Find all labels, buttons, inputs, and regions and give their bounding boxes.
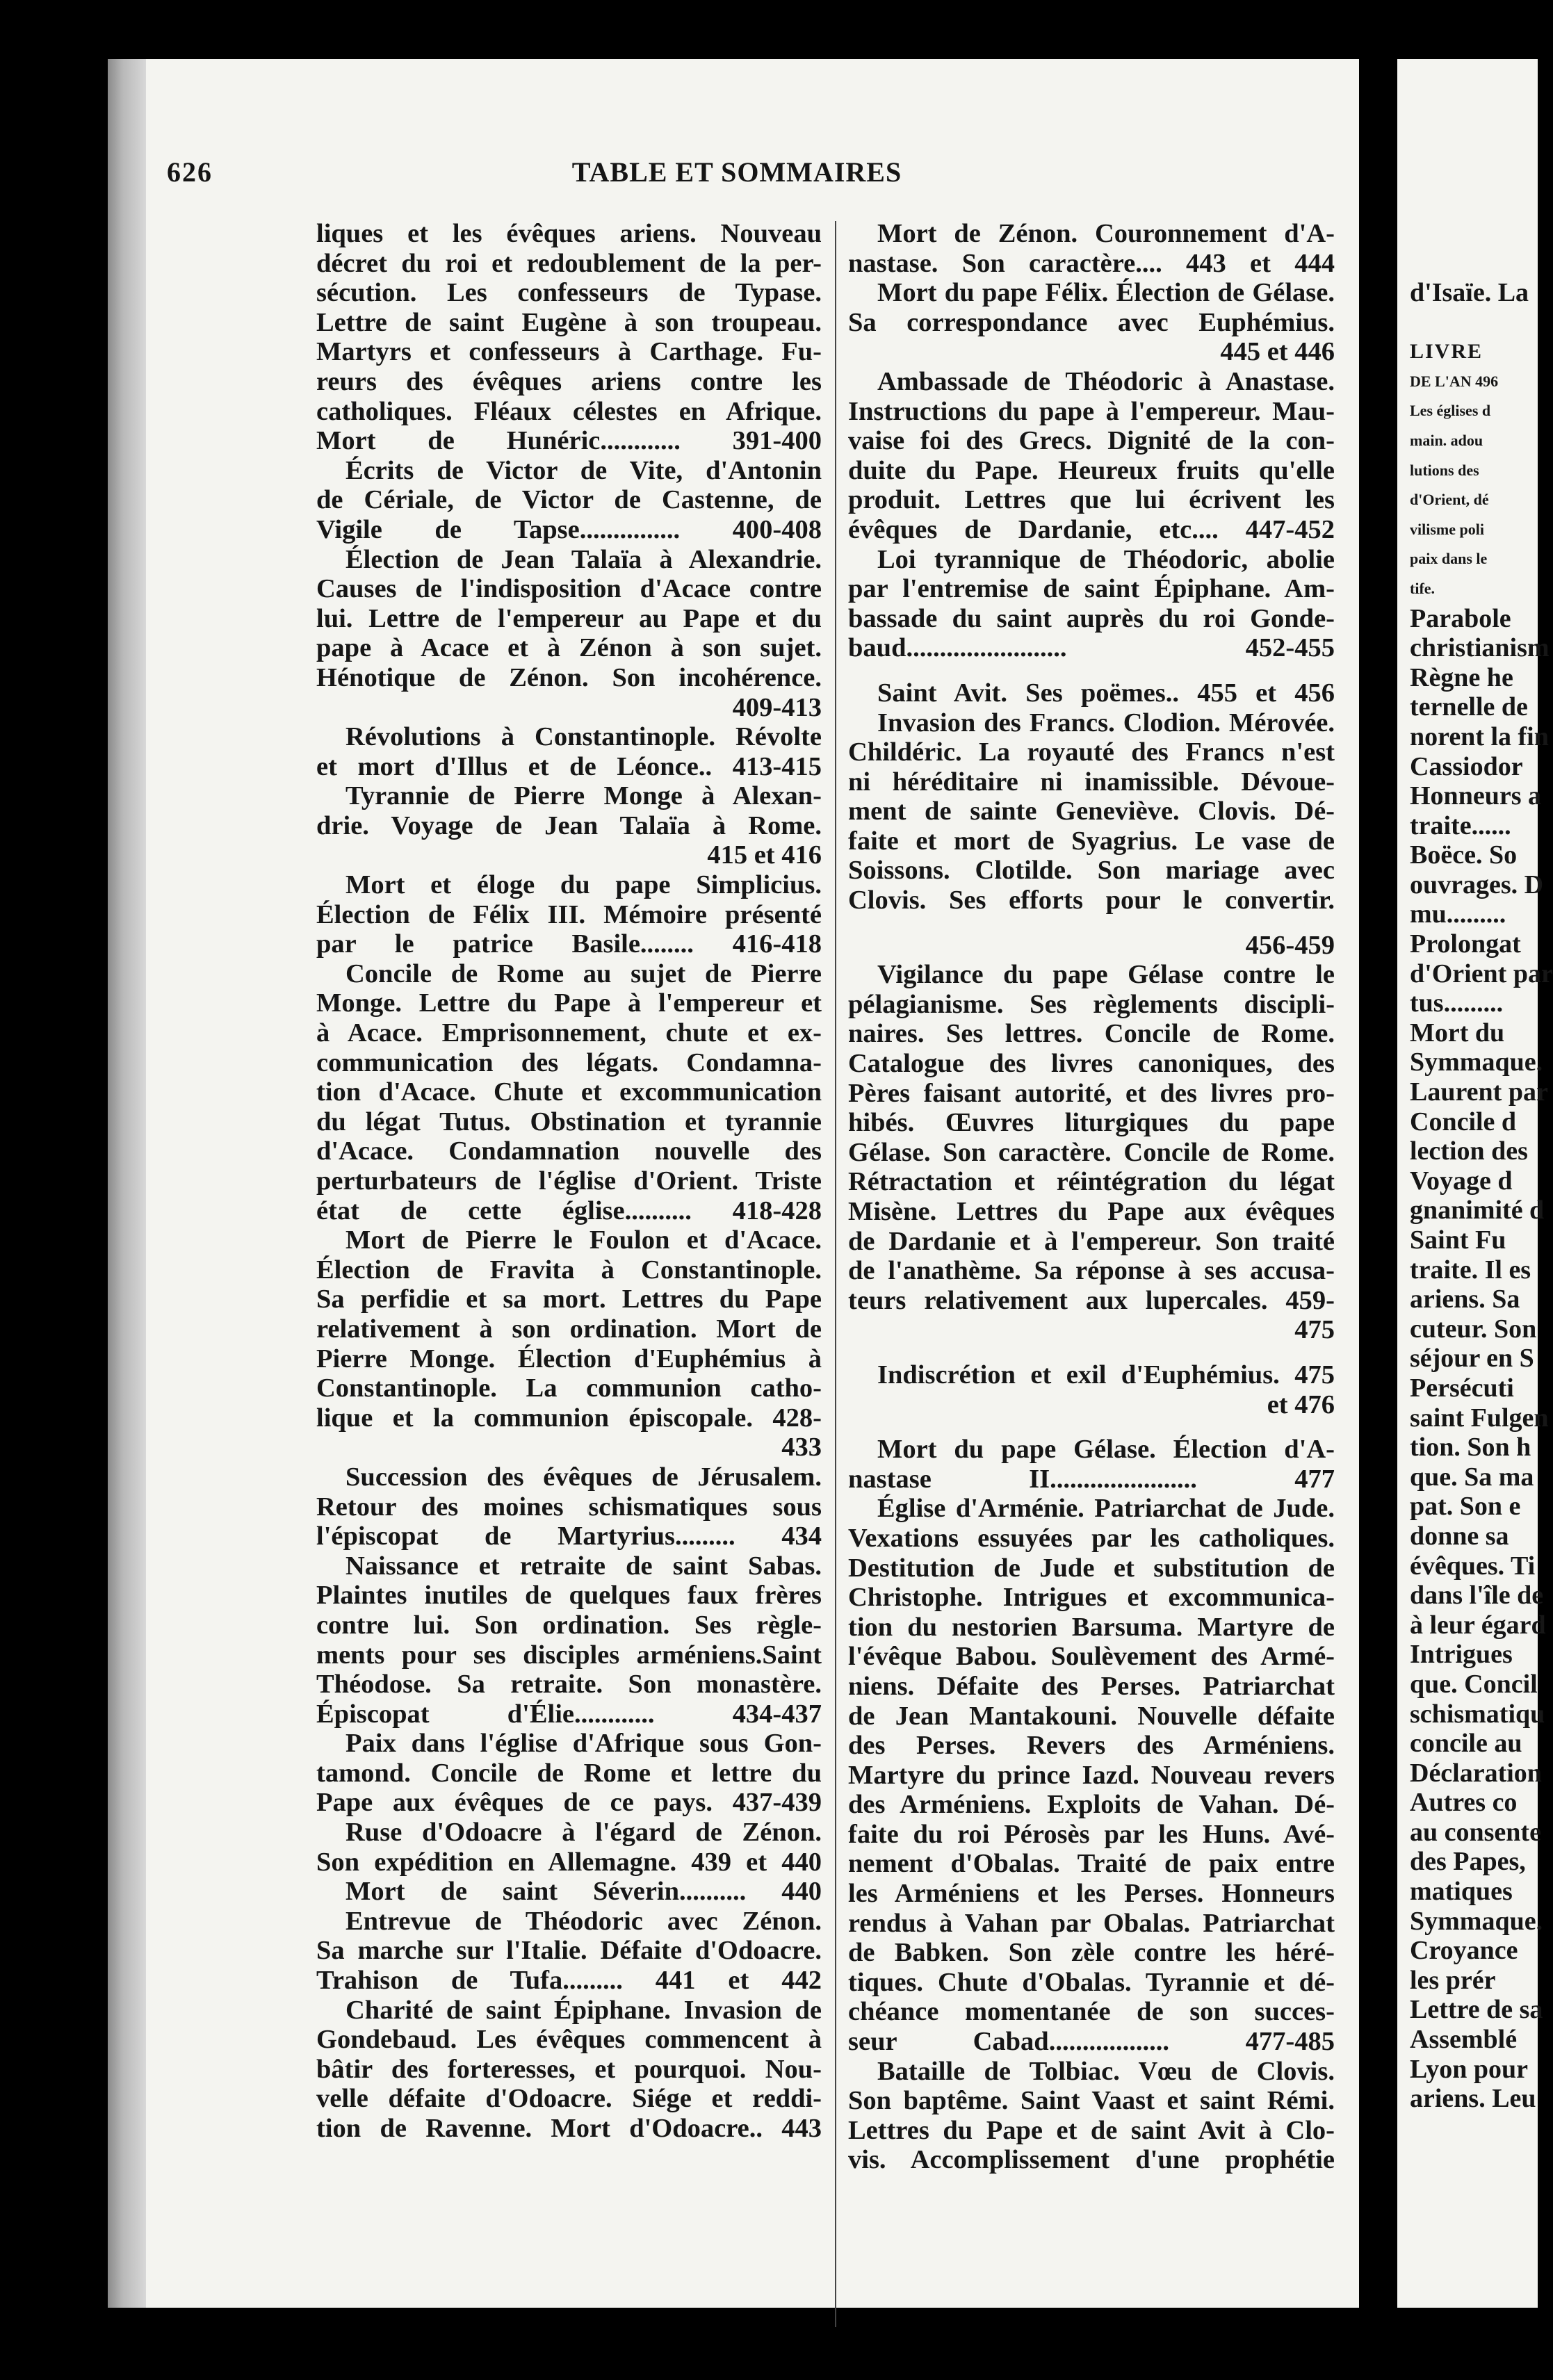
index-line: Sa correspondance avec Euphémius.: [848, 307, 1335, 337]
next-page-line: ternelle de: [1410, 692, 1528, 722]
index-line: Causes de l'indisposition d'Acace contre: [316, 574, 822, 604]
index-line: baud........................ 452-455: [848, 633, 1335, 663]
next-page-line: Parabole: [1410, 603, 1511, 633]
next-page-line: Déclaration: [1410, 1758, 1542, 1788]
index-line: seur Cabad.................. 477-485: [848, 2027, 1335, 2057]
index-line: de l'anathème. Sa réponse à ses accusa-: [848, 1256, 1335, 1286]
index-line: du légat Tutus. Obstination et tyrannie: [316, 1107, 822, 1136]
index-line: 475: [1294, 1315, 1335, 1345]
next-page-line: tife.: [1410, 579, 1436, 597]
index-line: tion de Ravenne. Mort d'Odoacre.. 443: [316, 2114, 822, 2143]
index-line: Sa perfidie et sa mort. Lettres du Pape: [316, 1285, 822, 1314]
next-page-line: ariens. Leu: [1410, 2084, 1536, 2114]
next-page-line: norent la fin: [1410, 722, 1549, 751]
index-line: Misène. Lettres du Pape aux évêques: [848, 1197, 1335, 1226]
index-line: Naissance et retraite de saint Sabas.: [345, 1551, 822, 1581]
next-page-line: tus.........: [1410, 988, 1504, 1018]
index-line: 433: [781, 1433, 822, 1462]
index-line: contre lui. Son ordination. Ses règle-: [316, 1610, 822, 1640]
index-line: et mort d'Illus et de Léonce.. 413-415: [316, 751, 822, 781]
index-line: sécution. Les confesseurs de Typase.: [316, 278, 822, 308]
index-line: Mort de Hunéric............ 391-400: [316, 426, 822, 456]
index-line: pape à Acace et à Zénon à son sujet.: [316, 633, 822, 663]
next-page-line: des Papes,: [1410, 1847, 1526, 1877]
next-page-line: christianism: [1410, 633, 1550, 663]
index-line: 456-459: [1245, 930, 1335, 960]
gutter-strip: [108, 59, 146, 2308]
next-page-line: pat. Son e: [1410, 1492, 1521, 1522]
index-line: des Perses. Revers des Arméniens.: [848, 1731, 1335, 1761]
index-line: drie. Voyage de Jean Talaïa à Rome.: [316, 810, 822, 840]
index-line: catholiques. Fléaux célestes en Afrique.: [316, 396, 822, 426]
next-page-edge: [1397, 59, 1553, 2308]
next-page-line: que. Sa ma: [1410, 1462, 1534, 1492]
next-page-line: DE L'AN 496: [1410, 372, 1499, 390]
index-line: de Babken. Son zèle contre les héré-: [848, 1938, 1335, 1968]
index-line: Charité de saint Épiphane. Invasion de: [345, 1995, 822, 2025]
index-line: Martyrs et confesseurs à Carthage. Fu-: [316, 337, 822, 367]
next-page-line: Cassiodor: [1410, 751, 1523, 781]
index-line: nastase. Son caractère.... 443 et 444: [848, 248, 1335, 278]
index-line: ment de sainte Geneviève. Clovis. Dé-: [848, 797, 1335, 826]
paragraph-gap: [848, 1419, 1335, 1435]
next-page-line: Croyance: [1410, 1936, 1518, 1966]
next-page-line: Symmaque.: [1410, 1906, 1543, 1936]
next-page-line: Boëce. So: [1410, 840, 1518, 870]
index-line: Christophe. Intrigues et excommunica-: [848, 1583, 1335, 1613]
index-line: tion du nestorien Barsuma. Martyre de: [848, 1612, 1335, 1642]
index-line: Hénotique de Zénon. Son incohérence.: [316, 662, 822, 692]
next-page-line: schismatiqu: [1410, 1699, 1545, 1729]
index-line: produit. Lettres que lui écrivent les: [848, 485, 1335, 515]
index-line: naires. Ses lettres. Concile de Rome.: [848, 1019, 1335, 1049]
index-line: bâtir des forteresses, et pourquoi. Nou-: [316, 2054, 822, 2084]
index-line: Écrits de Victor de Vite, d'Antonin: [345, 455, 822, 485]
index-line: à Acace. Emprisonnement, chute et ex-: [316, 1018, 822, 1048]
next-page-line: Intrigues: [1410, 1640, 1513, 1670]
index-line: Entrevue de Théodoric avec Zénon.: [345, 1906, 822, 1936]
next-page-line: d'Orient, dé: [1410, 491, 1489, 509]
next-page-fragment: [1410, 278, 1553, 2114]
index-line: Trahison de Tufa......... 441 et 442: [316, 1966, 822, 1996]
next-page-line: paix dans le: [1410, 550, 1488, 568]
index-line: d'Acace. Condamnation nouvelle des: [316, 1136, 822, 1166]
index-line: décret du roi et redoublement de la per-: [316, 248, 822, 278]
index-line: les Arméniens et les Perses. Honneurs: [848, 1879, 1335, 1909]
index-line: 415 et 416: [707, 840, 822, 870]
index-line: tamond. Concile de Rome et lettre du: [316, 1758, 822, 1788]
index-line: des Arméniens. Exploits de Vahan. Dé-: [848, 1790, 1335, 1820]
next-page-line: Persécuti: [1410, 1373, 1514, 1403]
index-line: bassade du saint auprès du roi Gonde-: [848, 603, 1335, 633]
next-page-line: séjour en S: [1410, 1344, 1534, 1374]
next-page-line: Lettre de sa: [1410, 1995, 1543, 2025]
index-line: Monge. Lettre du Pape à l'empereur et: [316, 988, 822, 1018]
index-line: Mort de Pierre le Foulon et d'Acace.: [345, 1225, 822, 1255]
index-line: Mort du pape Félix. Élection de Gélase.: [877, 278, 1335, 308]
next-page-line: d'Orient par: [1410, 959, 1553, 988]
next-page-line: lection des: [1410, 1136, 1528, 1166]
index-line: perturbateurs de l'église d'Orient. Triste: [316, 1166, 822, 1196]
next-page-line: [1410, 308, 1549, 338]
index-line: Mort de Zénon. Couronnement d'A-: [877, 219, 1335, 248]
index-line: lui. Lettre de l'empereur au Pape et du: [316, 603, 822, 633]
index-line: par l'entremise de saint Épiphane. Am-: [848, 574, 1335, 604]
page-number: 626: [167, 156, 213, 188]
index-line: Succession des évêques de Jérusalem.: [345, 1462, 822, 1492]
index-line: faite et mort de Syagrius. Le vase de: [848, 826, 1335, 856]
next-page-line: ouvrages. D: [1410, 870, 1544, 899]
index-line: Son expédition en Allemagne. 439 et 440: [316, 1847, 822, 1877]
index-line: Retour des moines schismatiques sous: [316, 1492, 822, 1522]
index-line: l'évêque Babou. Soulèvement des Armé-: [848, 1642, 1335, 1672]
index-line: Gélase. Son caractère. Concile de Rome.: [848, 1137, 1335, 1167]
next-page-line: les prér: [1410, 1965, 1496, 1995]
index-line: vis. Accomplissement d'une prophétie: [848, 2145, 1335, 2175]
index-line: 409-413: [732, 692, 822, 722]
next-page-line: saint Fulgen: [1410, 1403, 1549, 1433]
index-line: et 476: [1267, 1389, 1335, 1419]
next-page-line: Symmaque.: [1410, 1048, 1543, 1077]
index-line: Épiscopat d'Élie............ 434-437: [316, 1699, 822, 1729]
column-rule: [835, 221, 836, 2327]
index-line: Clovis. Ses efforts pour le convertir.: [848, 886, 1335, 915]
index-line: ni héréditaire ni inamissible. Dévoue-: [848, 767, 1335, 797]
index-line: Pierre Monge. Élection d'Euphémius à: [316, 1344, 822, 1374]
index-line: liques et les évêques ariens. Nouveau: [316, 219, 822, 248]
index-line: Son baptême. Saint Vaast et saint Rémi.: [848, 2086, 1335, 2116]
next-page-line: d'Isaïe. La: [1410, 278, 1529, 307]
next-page-line: main. adou: [1410, 431, 1483, 449]
index-line: teurs relativement aux lupercales. 459-: [848, 1285, 1335, 1315]
next-page-line: Saint Fu: [1410, 1225, 1506, 1255]
next-page-line: Mort du: [1410, 1018, 1505, 1048]
index-line: état de cette église.......... 418-428: [316, 1196, 822, 1225]
next-page-line: cuteur. Son: [1410, 1314, 1537, 1344]
index-line: Élection de Fravita à Constantinople.: [316, 1255, 822, 1285]
index-line: vaise foi des Grecs. Dignité de la con-: [848, 426, 1335, 456]
next-page-line: LIVRE: [1410, 340, 1483, 364]
index-line: Invasion des Francs. Clodion. Mérovée.: [877, 708, 1335, 737]
next-page-line: lutions des: [1410, 461, 1479, 479]
next-page-line: au consente: [1410, 1817, 1541, 1847]
next-page-line: donne sa: [1410, 1521, 1509, 1551]
index-line: Catalogue des livres canoniques, des: [848, 1049, 1335, 1079]
index-line: niens. Défaite des Perses. Patriarchat: [848, 1671, 1335, 1701]
index-line: lique et la communion épiscopale. 428-: [316, 1403, 822, 1433]
index-line: Théodose. Sa retraite. Son monastère.: [316, 1670, 822, 1700]
index-line: tion d'Acace. Chute et excommunication: [316, 1077, 822, 1107]
index-line: ments pour ses disciples arméniens.Saint: [316, 1640, 822, 1670]
left-column: [316, 219, 822, 2144]
index-line: 445 et 446: [1220, 337, 1335, 367]
next-page-line: dans l'île de: [1410, 1581, 1544, 1611]
index-line: Bataille de Tolbiac. Vœu de Clovis.: [877, 2056, 1335, 2086]
next-page-line: Honneurs a: [1410, 781, 1541, 811]
paragraph-gap: [848, 915, 1335, 931]
index-line: communication des légats. Condamna-: [316, 1048, 822, 1077]
next-page-line: ariens. Sa: [1410, 1285, 1520, 1314]
index-line: tiques. Chute d'Obalas. Tyrannie et dé-: [848, 1967, 1335, 1997]
index-line: de Jean Mantakouni. Nouvelle défaite: [848, 1701, 1335, 1731]
index-line: Ruse d'Odoacre à l'égard de Zénon.: [345, 1818, 822, 1848]
index-line: Concile de Rome au sujet de Pierre: [345, 959, 822, 988]
index-line: Loi tyrannique de Théodoric, abolie: [877, 544, 1335, 574]
next-page-line: Prolongat: [1410, 929, 1521, 959]
index-line: Lettres du Pape et de saint Avit à Clo-: [848, 2115, 1335, 2145]
index-line: Église d'Arménie. Patriarchat de Jude.: [877, 1494, 1335, 1524]
next-page-line: Assemblé: [1410, 2025, 1518, 2055]
index-line: Paix dans l'église d'Afrique sous Gon-: [345, 1729, 822, 1759]
paragraph-gap: [848, 1345, 1335, 1360]
index-line: velle défaite d'Odoacre. Siége et reddi-: [316, 2084, 822, 2114]
index-line: Saint Avit. Ses poëmes.. 455 et 456: [877, 678, 1335, 708]
next-page-line: Règne he: [1410, 662, 1513, 692]
next-page-line: vilisme poli: [1410, 520, 1484, 538]
index-line: Destitution de Jude et substitution de: [848, 1553, 1335, 1583]
index-line: hibés. Œuvres liturgiques du pape: [848, 1108, 1335, 1138]
next-page-line: tion. Son h: [1410, 1433, 1531, 1462]
index-line: Rétractation et réintégration du légat: [848, 1167, 1335, 1197]
index-line: Childéric. La royauté des Francs n'est: [848, 737, 1335, 767]
index-line: nastase II...................... 477: [848, 1464, 1335, 1494]
index-line: pélagianisme. Ses règlements discipli-: [848, 989, 1335, 1019]
next-page-line: mu.........: [1410, 899, 1506, 929]
right-column: [848, 219, 1335, 2175]
index-line: Élection de Jean Talaïa à Alexandrie.: [345, 544, 822, 574]
next-page-line: Lyon pour: [1410, 2054, 1529, 2084]
index-line: Indiscrétion et exil d'Euphémius. 475: [877, 1360, 1335, 1389]
index-line: Constantinople. La communion catho-: [316, 1374, 822, 1403]
next-page-line: traite. Il es: [1410, 1255, 1531, 1285]
index-line: Mort du pape Gélase. Élection d'A-: [877, 1435, 1335, 1465]
index-line: Instructions du pape à l'empereur. Mau-: [848, 396, 1335, 426]
index-line: de Cériale, de Victor de Castenne, de: [316, 485, 822, 515]
index-line: faite du roi Pérosès par les Huns. Avé-: [848, 1819, 1335, 1849]
paragraph-gap: [848, 663, 1335, 678]
next-page-line: Concile d: [1410, 1107, 1517, 1136]
next-page-line: matiques: [1410, 1877, 1513, 1907]
index-line: Soissons. Clotilde. Son mariage avec: [848, 856, 1335, 886]
index-line: Vigilance du pape Gélase contre le: [877, 960, 1335, 990]
index-line: chéance momentanée de son succes-: [848, 1997, 1335, 2027]
index-line: Vigile de Tapse............... 400-408: [316, 514, 822, 544]
running-head: [167, 156, 1307, 204]
index-line: Sa marche sur l'Italie. Défaite d'Odoacre.: [316, 1936, 822, 1966]
next-page-line: à leur égard: [1410, 1610, 1546, 1640]
index-line: par le patrice Basile........ 416-418: [316, 929, 822, 959]
index-line: Martyre du prince Iazd. Nouveau revers: [848, 1760, 1335, 1790]
next-page-line: Autres co: [1410, 1788, 1518, 1818]
running-title: TABLE ET SOMMAIRES: [571, 156, 902, 188]
next-page-line: évêques. Ti: [1410, 1551, 1536, 1581]
index-line: Mort et éloge du pape Simplicius.: [345, 870, 822, 900]
index-line: Pape aux évêques de ce pays. 437-439: [316, 1788, 822, 1818]
index-line: relativement à son ordination. Mort de: [316, 1314, 822, 1344]
index-line: Ambassade de Théodoric à Anastase.: [877, 366, 1335, 396]
next-page-line: concile au: [1410, 1729, 1522, 1759]
index-line: Lettre de saint Eugène à son troupeau.: [316, 307, 822, 337]
index-line: évêques de Dardanie, etc.... 447-452: [848, 514, 1335, 544]
index-line: Gondebaud. Les évêques commencent à: [316, 2025, 822, 2055]
index-line: Tyrannie de Pierre Monge à Alexan-: [345, 781, 822, 811]
index-line: Élection de Félix III. Mémoire présenté: [316, 899, 822, 929]
index-line: duite du Pape. Heureux fruits qu'elle: [848, 455, 1335, 485]
index-line: nement d'Obalas. Traité de paix entre: [848, 1849, 1335, 1879]
index-line: l'épiscopat de Martyrius......... 434: [316, 1522, 822, 1551]
next-page-line: Laurent par: [1410, 1077, 1548, 1107]
next-page-line: que. Concil: [1410, 1669, 1538, 1699]
index-line: Révolutions à Constantinople. Révolte: [345, 722, 822, 752]
next-page-line: traite......: [1410, 810, 1511, 840]
index-line: Vexations essuyées par les catholiques.: [848, 1523, 1335, 1553]
index-line: Mort de saint Séverin.......... 440: [345, 1877, 822, 1907]
index-line: Pères faisant autorité, et des livres pro-: [848, 1078, 1335, 1108]
next-page-line: Les églises d: [1410, 402, 1491, 420]
index-line: Plaintes inutiles de quelques faux frères: [316, 1581, 822, 1611]
next-page-line: Voyage d: [1410, 1166, 1513, 1196]
index-line: rendus à Vahan par Obalas. Patriarchat: [848, 1908, 1335, 1938]
index-line: reurs des évêques ariens contre les: [316, 366, 822, 396]
index-line: de Dardanie et à l'empereur. Son traité: [848, 1226, 1335, 1256]
next-page-line: gnanimité d: [1410, 1196, 1545, 1225]
